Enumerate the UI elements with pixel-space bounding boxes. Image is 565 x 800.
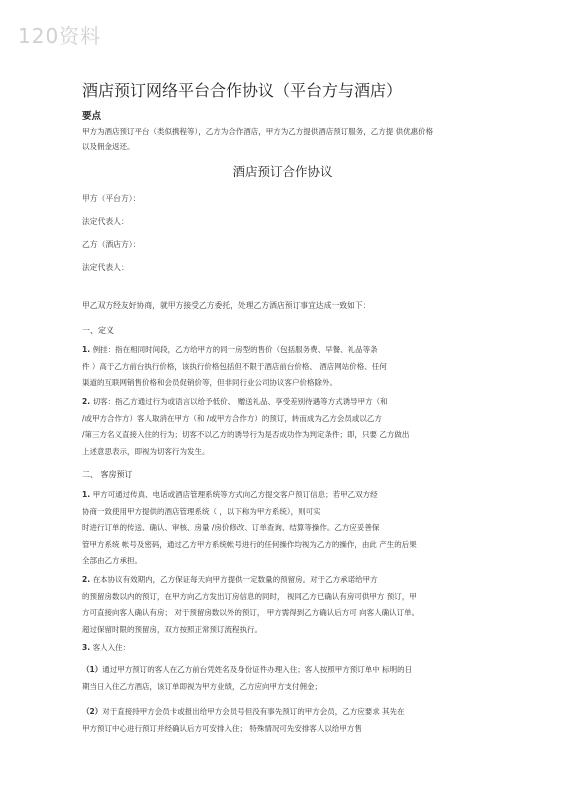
keypoint-label: 要点 (82, 111, 102, 122)
paragraph-line (82, 375, 494, 392)
watermark: 120资料 (18, 24, 102, 48)
summary-line: 以及佣金返还。 (82, 142, 135, 151)
agreement-subtitle: 酒店预订合作协议 (232, 164, 333, 179)
line-text: 在本协议有效期内，乙方保证每天向甲方提供一定数量的预留房。对于乙方承诺给甲方 (92, 575, 378, 584)
line-text: 上述意思表示，即视为切客行为发生。 (82, 446, 210, 456)
paragraph-line (82, 640, 494, 657)
line-text: 件 ）高于乙方前台执行价格，该执行价格包括但不限于酒店前台价格、 酒店网站价格、任何 (82, 361, 387, 371)
line-text: 期当日入住乙方酒店，该订单即视为甲方业绩，乙方应向甲方支付佣金； (82, 681, 322, 691)
item-number: 2. (82, 575, 93, 584)
line-text: 切客：指乙方通过行为或语言以给予低价、 赠送礼品、享受差别待遇等方式诱导甲方（和 (92, 397, 388, 406)
party-a-field: 甲方（平台方）： (82, 194, 141, 203)
paragraph-line (82, 662, 494, 679)
paragraph-line (82, 622, 494, 639)
paragraph-line (82, 487, 494, 504)
item-number: 1. (82, 345, 93, 354)
line-text: 客人入住： (92, 643, 131, 652)
line-text: 的预留房数以内的预订，在甲方向乙方发出订房信息的同时， 视同乙方已确认有房可供甲方 预订，甲 (82, 591, 417, 601)
paragraph-line (82, 444, 494, 461)
line-text: /或甲方合作方）客人取消在甲方（和 /或甲方合作方）的预订，转而成为乙方会员或以乙方 (82, 413, 382, 423)
line-text: 管甲方系统 帐号及密码，通过乙方甲方系统帐号进行的任何操作均视为乙方的操作，由此 产生的后果 (82, 539, 417, 549)
section-heading-definitions: 一、定义 (82, 326, 114, 335)
paragraph-booking-2 (82, 572, 494, 638)
summary-line: 甲方为酒店预订平台（类似携程等），乙方为合作酒店，甲方为乙方提供酒店预订服务，乙方提 供优惠价格 (82, 127, 434, 136)
paragraph-line (82, 504, 494, 521)
item-number: 2. (82, 397, 93, 406)
paragraph-booking-1 (82, 487, 494, 570)
paragraph-line (82, 520, 494, 537)
paragraph-line (82, 721, 494, 738)
item-number: 3. (82, 643, 93, 652)
line-text: 渠道的互联网销售价格和会员促销价等，但非同行业公司协议客户价格除外。 (82, 378, 337, 387)
paragraph-definition-2 (82, 394, 494, 460)
item-number: （1） (82, 665, 103, 674)
paragraph-line (82, 589, 494, 606)
line-text: 对于直接持甲方会员卡或报出给甲方会员号但没有事先预订的甲方会员，乙方应要求 其先在 (102, 707, 405, 716)
paragraph-line (82, 704, 494, 721)
line-text: 超过保留时限的预留房，双方按照正常预订流程执行。 (82, 624, 262, 634)
item-number: （2） (82, 707, 103, 716)
paragraph-booking-3-2 (82, 704, 494, 737)
paragraph-line (82, 679, 494, 696)
party-b-representative-field: 法定代表人： (82, 263, 129, 272)
paragraph-booking-3-1 (82, 662, 494, 695)
paragraph-booking-3 (82, 640, 494, 657)
document-title: 酒店预订网络平台合作协议（平台方与酒店） (82, 81, 403, 100)
line-text: 通过甲方预订的客人在乙方前台凭姓名及身份证件办理入住；客人按照甲方预订单中 标明的日 (102, 665, 413, 674)
item-number: 1. (82, 490, 93, 499)
party-a-representative-field: 法定代表人： (82, 217, 129, 226)
line-text: 协商一致使用甲方提供的酒店管理系统（ ，以下称为甲方系统），则可实 (82, 506, 321, 516)
paragraph-line (82, 605, 494, 622)
summary (82, 124, 492, 154)
section-heading-booking: 二、 客房预订 (82, 470, 133, 479)
line-text: 全部由乙方承担。 (82, 556, 142, 565)
line-text: 例挂：指在相同时间段，乙方给甲方的同一房型的售价（包括服务费、早餐、礼品等条 (92, 345, 378, 354)
paragraph-line (82, 553, 494, 570)
party-fields (82, 193, 140, 285)
paragraph-line (82, 359, 494, 376)
party-b-field: 乙方（酒店方）： (82, 240, 141, 249)
line-text: /第三方名义直接入住的行为；切客不以乙方的诱导行为是否成功作为判定条件；即，只要 乙方做出 (82, 430, 410, 439)
line-text: 方可直接向客人确认有房； 对于预留房数以外的预订， 甲方需得到乙方确认后方可 向客人确认订单。 (82, 608, 420, 617)
line-text: 时进行订单的传送、确认、审核、房量 /房价修改、订单查询、结算等操作。乙方应妥善保 (82, 523, 380, 532)
paragraph-line (82, 537, 494, 554)
paragraph-line (82, 572, 494, 589)
paragraph-line (82, 394, 494, 411)
line-text: 甲方预订中心进行预订并经确认后方可安排入住； 特殊情况可先安排客人以给甲方售 (82, 723, 362, 733)
intro-paragraph: 甲乙双方经友好协商，就甲方接受乙方委托，处理乙方酒店预订事宜达成一致如下： (82, 301, 371, 310)
line-text: 甲方可通过传真、电话或酒店管理系统等方式向乙方提交客户预订信息；若甲乙双方经 (92, 490, 378, 499)
paragraph-line (82, 411, 494, 428)
paragraph-line (82, 342, 494, 359)
paragraph-line (82, 427, 494, 444)
paragraph-definition-1 (82, 342, 494, 392)
